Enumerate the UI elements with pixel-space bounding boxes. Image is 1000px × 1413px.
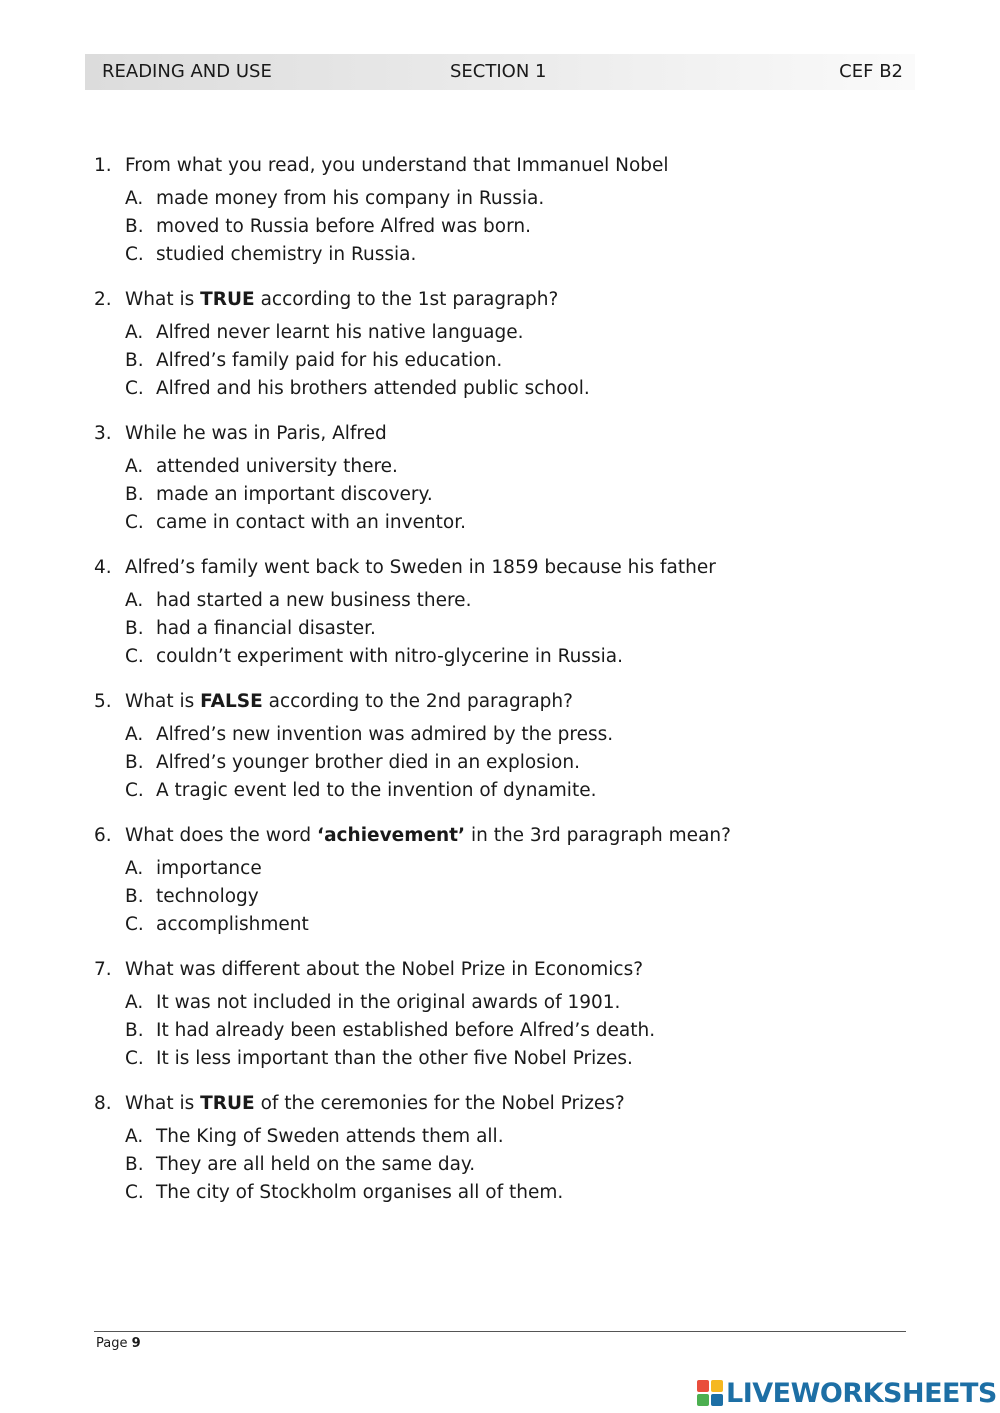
option-letter: A. <box>125 188 144 209</box>
question-stem: What is <box>125 691 201 712</box>
answer-option[interactable] <box>94 911 914 939</box>
question-text <box>94 957 914 983</box>
option-letter: B. <box>125 216 144 237</box>
question-item <box>94 823 914 939</box>
page-label-text: Page <box>96 1336 132 1351</box>
logo-mark-icon <box>697 1380 723 1406</box>
logo-square <box>711 1380 723 1392</box>
answer-option[interactable] <box>94 1123 914 1151</box>
answer-option[interactable] <box>94 375 914 403</box>
liveworksheets-logo <box>697 1378 997 1408</box>
question-emphasis: FALSE <box>200 691 263 712</box>
answer-option[interactable] <box>94 481 914 509</box>
question-item <box>94 153 914 269</box>
header-left-title: READING AND USE <box>102 61 272 82</box>
question-stem: What is <box>125 1093 201 1114</box>
option-text: A tragic event led to the invention of dynamite. <box>156 780 597 801</box>
option-letter: C. <box>125 780 144 801</box>
answer-option[interactable] <box>94 615 914 643</box>
question-text <box>94 421 914 447</box>
question-item <box>94 689 914 805</box>
answer-option[interactable] <box>94 241 914 269</box>
answer-options <box>94 185 914 269</box>
option-text: The King of Sweden attends them all. <box>156 1126 504 1147</box>
option-text: moved to Russia before Alfred was born. <box>156 216 531 237</box>
answer-option[interactable] <box>94 883 914 911</box>
logo-text: LIVEWORKSHEETS <box>726 1377 997 1409</box>
option-text: It is less important than the other five Nobel Prizes. <box>156 1048 633 1069</box>
option-text: They are all held on the same day. <box>156 1154 476 1175</box>
option-text: Alfred’s younger brother died in an explosion. <box>156 752 580 773</box>
answer-option[interactable] <box>94 989 914 1017</box>
answer-options <box>94 1123 914 1207</box>
answer-option[interactable] <box>94 1179 914 1207</box>
question-text <box>94 689 914 715</box>
logo-square <box>697 1394 709 1406</box>
question-number: 1. <box>94 155 112 176</box>
question-text <box>94 823 914 849</box>
logo-square <box>697 1380 709 1392</box>
option-letter: C. <box>125 646 144 667</box>
option-text: Alfred’s new invention was admired by the press. <box>156 724 614 745</box>
question-item <box>94 421 914 537</box>
option-text: had a financial disaster. <box>156 618 376 639</box>
question-text <box>94 153 914 179</box>
answer-option[interactable] <box>94 643 914 671</box>
answer-option[interactable] <box>94 347 914 375</box>
answer-option[interactable] <box>94 509 914 537</box>
question-list <box>94 153 914 1225</box>
option-text: Alfred never learnt his native language. <box>156 322 524 343</box>
option-text: studied chemistry in Russia. <box>156 244 417 265</box>
option-letter: C. <box>125 914 144 935</box>
question-number: 7. <box>94 959 112 980</box>
option-letter: C. <box>125 1048 144 1069</box>
answer-options <box>94 319 914 403</box>
question-item <box>94 287 914 403</box>
question-stem-end: according to the 1st paragraph? <box>254 289 559 310</box>
question-text <box>94 287 914 313</box>
question-emphasis: ‘achievement’ <box>317 825 466 846</box>
option-text: attended university there. <box>156 456 398 477</box>
option-letter: B. <box>125 1020 144 1041</box>
question-number: 3. <box>94 423 112 444</box>
question-number: 6. <box>94 825 112 846</box>
option-letter: C. <box>125 378 144 399</box>
question-stem: Alfred’s family went back to Sweden in 1859 because his father <box>125 557 716 578</box>
answer-option[interactable] <box>94 185 914 213</box>
question-stem-end: of the ceremonies for the Nobel Prizes? <box>254 1093 625 1114</box>
answer-options <box>94 721 914 805</box>
header-section: SECTION 1 <box>450 61 547 82</box>
option-text: It was not included in the original awards of 1901. <box>156 992 621 1013</box>
question-number: 2. <box>94 289 112 310</box>
option-letter: B. <box>125 1154 144 1175</box>
logo-square <box>711 1394 723 1406</box>
option-letter: A. <box>125 322 144 343</box>
answer-option[interactable] <box>94 777 914 805</box>
answer-option[interactable] <box>94 1151 914 1179</box>
question-text <box>94 555 914 581</box>
option-text: accomplishment <box>156 914 309 935</box>
question-stem: What does the word <box>125 825 318 846</box>
question-item <box>94 1091 914 1207</box>
question-stem: While he was in Paris, Alfred <box>125 423 387 444</box>
option-text: couldn’t experiment with nitro-glycerine in Russia. <box>156 646 624 667</box>
option-letter: C. <box>125 512 144 533</box>
answer-options <box>94 989 914 1073</box>
option-text: The city of Stockholm organises all of them. <box>156 1182 564 1203</box>
page-number-label <box>96 1336 141 1351</box>
option-text: made money from his company in Russia. <box>156 188 545 209</box>
question-stem-end: according to the 2nd paragraph? <box>262 691 573 712</box>
question-text <box>94 1091 914 1117</box>
question-item <box>94 555 914 671</box>
answer-options <box>94 453 914 537</box>
question-item <box>94 957 914 1073</box>
option-letter: A. <box>125 724 144 745</box>
question-stem-end: in the 3rd paragraph mean? <box>465 825 731 846</box>
answer-option[interactable] <box>94 749 914 777</box>
option-text: Alfred and his brothers attended public school. <box>156 378 590 399</box>
option-text: It had already been established before Alfred’s death. <box>156 1020 656 1041</box>
answer-option[interactable] <box>94 587 914 615</box>
option-letter: A. <box>125 1126 144 1147</box>
question-number: 8. <box>94 1093 112 1114</box>
question-number: 4. <box>94 557 112 578</box>
option-letter: B. <box>125 886 144 907</box>
option-letter: B. <box>125 752 144 773</box>
question-emphasis: TRUE <box>200 1093 255 1114</box>
option-letter: C. <box>125 244 144 265</box>
answer-option[interactable] <box>94 213 914 241</box>
option-letter: A. <box>125 456 144 477</box>
question-emphasis: TRUE <box>200 289 255 310</box>
option-letter: A. <box>125 590 144 611</box>
footer-divider <box>94 1331 906 1332</box>
answer-option[interactable] <box>94 1045 914 1073</box>
answer-options <box>94 587 914 671</box>
option-letter: A. <box>125 992 144 1013</box>
answer-option[interactable] <box>94 453 914 481</box>
option-letter: A. <box>125 858 144 879</box>
question-stem: What is <box>125 289 201 310</box>
answer-option[interactable] <box>94 721 914 749</box>
header-level: CEF B2 <box>839 61 903 82</box>
question-stem: What was different about the Nobel Prize in Economics? <box>125 959 644 980</box>
option-text: had started a new business there. <box>156 590 472 611</box>
option-letter: B. <box>125 350 144 371</box>
option-text: Alfred’s family paid for his education. <box>156 350 503 371</box>
answer-option[interactable] <box>94 1017 914 1045</box>
option-text: made an important discovery. <box>156 484 433 505</box>
page-header <box>85 54 915 90</box>
answer-option[interactable] <box>94 319 914 347</box>
page-number: 9 <box>131 1336 141 1351</box>
answer-option[interactable] <box>94 855 914 883</box>
option-text: importance <box>156 858 262 879</box>
answer-options <box>94 855 914 939</box>
option-letter: B. <box>125 484 144 505</box>
option-letter: C. <box>125 1182 144 1203</box>
question-stem: From what you read, you understand that Immanuel Nobel <box>125 155 669 176</box>
option-letter: B. <box>125 618 144 639</box>
question-number: 5. <box>94 691 112 712</box>
option-text: technology <box>156 886 259 907</box>
option-text: came in contact with an inventor. <box>156 512 467 533</box>
